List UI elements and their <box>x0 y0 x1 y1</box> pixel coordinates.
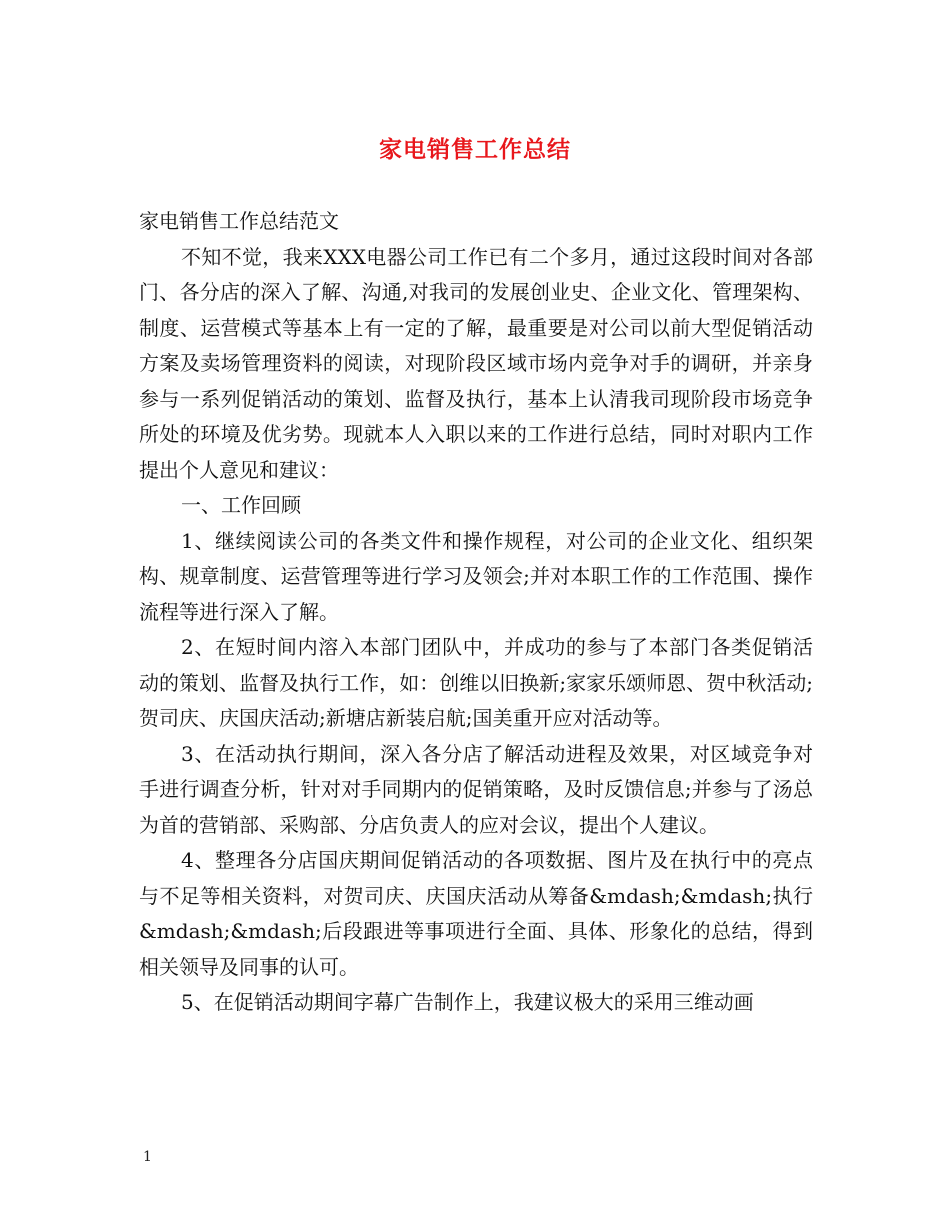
paragraph-item-1: 1、继续阅读公司的各类文件和操作规程，对公司的企业文化、组织架构、规章制度、运营管理等进行学习及领会;并对本职工作的工作范围、操作流程等进行深入了解。 <box>139 528 813 624</box>
paragraph-item-2: 2、在短时间内溶入本部门团队中，并成功的参与了本部门各类促销活动的策划、监督及执行工作，如：创维以旧换新;家家乐颂师恩、贺中秋活动;贺司庆、庆国庆活动;新塘店新装启航;国美重开应对活动等。 <box>139 635 813 730</box>
document-title: 家电销售工作总结 <box>379 136 571 163</box>
document-body <box>139 204 813 1021</box>
section-heading-work-review: 一、工作回顾 <box>181 493 301 517</box>
paragraph-item-5: 5、在促销活动期间字幕广告制作上，我建议极大的采用三维动画 <box>181 990 754 1014</box>
paragraph-item-4: 4、整理各分店国庆期间促销活动的各项数据、图片及在执行中的亮点与不足等相关资料，对贺司庆、庆国庆活动从筹备&mdash;&mdash;执行&mdash;&mdash;后段跟进等事项进行全面、具体、形象化的总结，得到相关领导及同事的认可。 <box>139 848 813 979</box>
page-number: 1 <box>143 1149 152 1165</box>
document-subtitle: 家电销售工作总结范文 <box>139 209 339 233</box>
paragraph-item-3: 3、在活动执行期间，深入各分店了解活动进程及效果，对区域竞争对手进行调查分析，针对对手同期内的促销策略，及时反馈信息;并参与了汤总为首的营销部、采购部、分店负责人的应对会议，提出个人建议。 <box>139 741 813 837</box>
paragraph-intro: 不知不觉，我来XXX电器公司工作已有二个多月，通过这段时间对各部门、各分店的深入了解、沟通,对我司的发展创业史、企业文化、管理架构、制度、运营模式等基本上有一定的了解，最重要是对公司以前大型促销活动方案及卖场管理资料的阅读，对现阶段区域市场内竞争对手的调研，并亲身参与一系列促销活动的策划、监督及执行，基本上认清我司现阶段市场竞争所处的环境及优劣势。现就本人入职以来的工作进行总结，同时对职内工作提出个人意见和建议： <box>139 244 813 482</box>
